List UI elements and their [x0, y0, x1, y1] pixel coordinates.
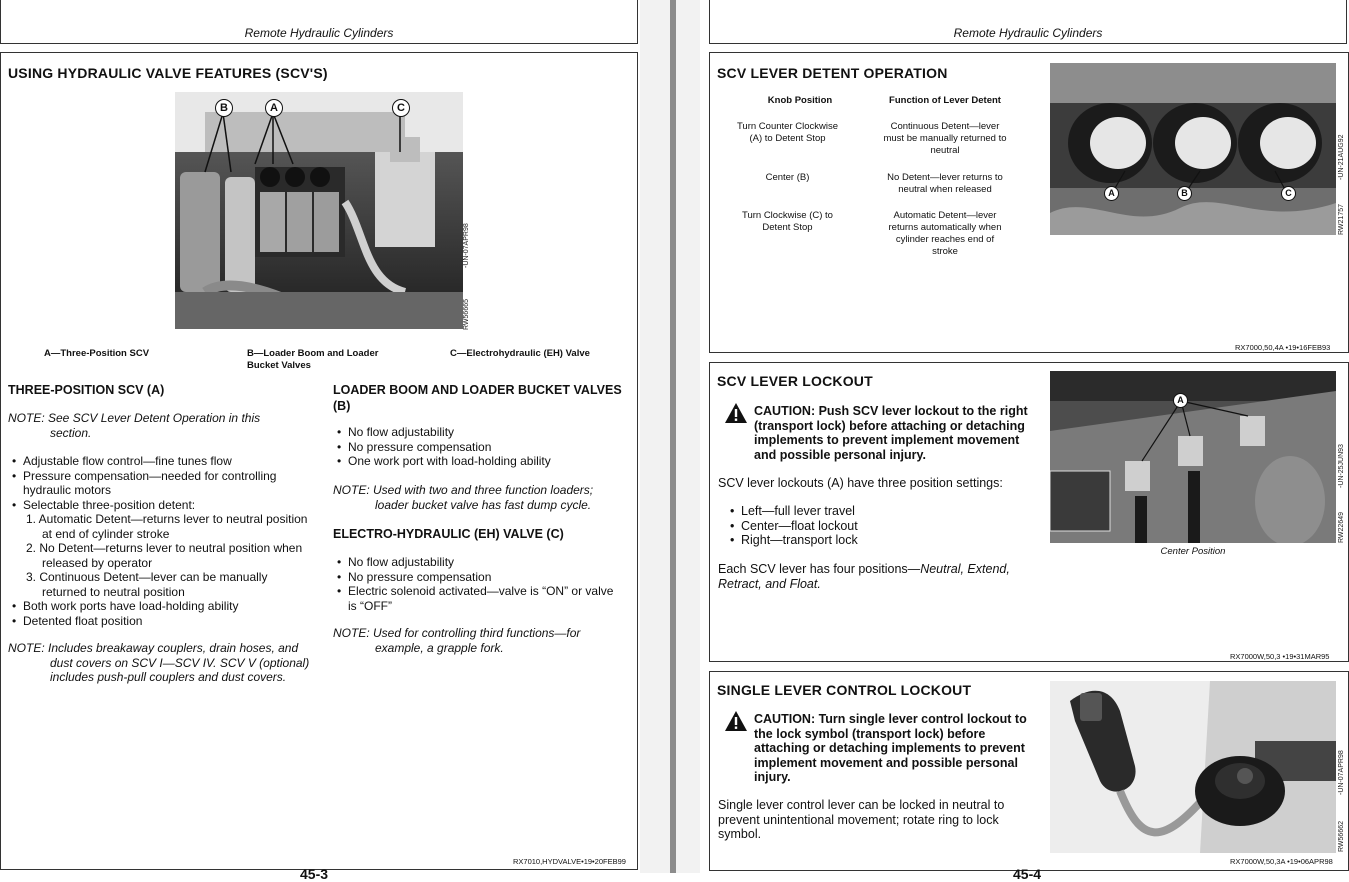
bullet-list-b [8, 599, 308, 628]
table-header-function: Function of Lever Detent [889, 95, 1001, 106]
numbered-list [8, 512, 308, 599]
table-header-knob: Knob Position [767, 95, 833, 106]
list-item: 2. No Detent—returns lever to neutral position when released by operator [26, 541, 303, 570]
lockout-intro: SCV lever lockouts (A) have three position settings: [718, 476, 1003, 490]
valves-photo-graphic [175, 92, 463, 329]
callout-a: A [1104, 186, 1119, 201]
lockout-caution: CAUTION: Push SCV lever lockout to the right (transport lock) before attaching or detaching implements to prevent implement movement and possible personal injury. [754, 404, 1028, 462]
list-item: • Selectable three-position detent: [8, 498, 308, 513]
positions-lead: Each SCV lever has four positions— [718, 562, 921, 576]
note-loaders-text: NOTE: Used with two and three function loaders; loader bucket valve has fast dump cycle. [333, 483, 594, 512]
callout-a: A [1173, 393, 1188, 408]
loader-list [333, 425, 628, 469]
caption-c: C—Electrohydraulic (EH) Valve [450, 348, 590, 359]
caption-a: A—Three-Position SCV [44, 348, 150, 359]
lockout-footer-code: RX7000W,50,3 •19•31MAR95 [1230, 652, 1330, 661]
callout-b: B [215, 99, 233, 117]
photo-code-id: RW21757 [1338, 203, 1345, 235]
single-lever-title: SINGLE LEVER CONTROL LOCKOUT [717, 682, 972, 698]
note-see-detent [8, 411, 298, 440]
warning-icon [724, 710, 748, 732]
single-lever-photo [1050, 681, 1336, 853]
callout-b: B [1177, 186, 1192, 201]
list-item: • Adjustable flow control—fine tunes flow [8, 454, 308, 469]
detent-title: SCV LEVER DETENT OPERATION [717, 65, 948, 81]
page-title: USING HYDRAULIC VALVE FEATURES (SCV'S) [8, 65, 328, 81]
list-item: • Center—float lockout [726, 519, 1026, 534]
valves-photo [175, 92, 463, 329]
callout-c: C [1281, 186, 1296, 201]
lockout-photo-graphic [1050, 371, 1336, 543]
knobs-photo [1050, 63, 1336, 235]
caption-b: B—Loader Boom and Loader Bucket Valves [247, 348, 379, 371]
list-item: • Pressure compensation—needed for controlling hydraulic motors [8, 469, 308, 498]
lockout-positions-para [718, 562, 1028, 591]
photo-code-id: RW22649 [1338, 511, 1345, 543]
list-item: • No flow adjustability [333, 555, 623, 570]
bullet-list-a [8, 454, 308, 512]
lockout-photo-caption: Center Position [1160, 546, 1226, 557]
photo-code-id: RW56665 [463, 298, 470, 330]
page-number: 45-4 [1013, 866, 1042, 882]
note-see-detent-text: NOTE: See SCV Lever Detent Operation in this section. [8, 411, 261, 440]
footer-code: RX7010,HYDVALVE•19•20FEB99 [513, 857, 626, 866]
note-third-functions-text: NOTE: Used for controlling third functions—for example, a grapple fork. [333, 626, 581, 655]
lockout-title: SCV LEVER LOCKOUT [717, 373, 873, 389]
single-lever-footer-code: RX7000W,50,3A •19•06APR98 [1230, 857, 1333, 866]
list-item: • Left—full lever travel [726, 504, 1026, 519]
table-cell: Automatic Detent—lever returns automatically when cylinder reaches end of stroke [888, 210, 1002, 257]
knobs-photo-graphic [1050, 63, 1336, 235]
warning-icon [724, 402, 748, 424]
list-item: • No flow adjustability [333, 425, 628, 440]
single-lever-caution: CAUTION: Turn single lever control lockout to the lock symbol (transport lock) before attaching or detaching implements to prevent implement movement and possible personal injury. [754, 712, 1027, 784]
heading-loader-valves: LOADER BOOM AND LOADER BUCKET VALVES (B) [333, 383, 622, 413]
photo-code-date: -UN-21AUG92 [1338, 134, 1345, 180]
list-item: • Both work ports have load-holding ability [8, 599, 308, 614]
list-item: • No pressure compensation [333, 570, 623, 585]
photo-code-date: -UN-25JUN93 [1338, 444, 1345, 488]
list-item: 3. Continuous Detent—lever can be manually returned to neutral position [26, 570, 268, 599]
table-cell: Turn Clockwise (C) to Detent Stop [742, 210, 833, 233]
note-loaders [333, 483, 623, 512]
list-item: • Electric solenoid activated—valve is “ON” or valve is “OFF” [333, 584, 623, 613]
table-cell: No Detent—lever returns to neutral when released [887, 172, 1003, 195]
callout-a: A [265, 99, 283, 117]
lockout-list [726, 504, 1026, 548]
eh-list [333, 555, 623, 613]
note-couplers-text: NOTE: Includes breakaway couplers, drain hoses, and dust covers on SCV I—SCV IV. SCV V (optional) includes push-pull couplers and dust covers. [8, 641, 310, 684]
eh-bullets [333, 555, 623, 613]
lockout-bullets [726, 504, 1026, 548]
table-cell: Center (B) [765, 172, 810, 183]
page-number: 45-3 [300, 866, 329, 882]
list-item: • No pressure compensation [333, 440, 628, 455]
note-third-functions [333, 626, 623, 655]
page-divider [670, 0, 676, 873]
list-item: • One work port with load-holding ability [333, 454, 628, 469]
list-item: • Right—transport lock [726, 533, 1026, 548]
table-cell: Turn Counter Clockwise (A) to Detent Stop [736, 121, 839, 144]
detent-footer-code: RX7000,50,4A •19•16FEB93 [1235, 343, 1331, 352]
callout-c: C [392, 99, 410, 117]
running-head: Remote Hydraulic Cylinders [953, 26, 1103, 40]
three-position-list [8, 454, 308, 628]
left-page [0, 0, 640, 882]
table-cell: Continuous Detent—lever must be manually returned to neutral [883, 121, 1007, 156]
list-item: • Detented float position [8, 614, 308, 629]
note-couplers [8, 641, 313, 685]
loader-bullets [333, 425, 628, 469]
list-item: 1. Automatic Detent—returns lever to neutral position at end of cylinder stroke [26, 512, 308, 541]
right-page [700, 0, 1349, 882]
lockout-photo [1050, 371, 1336, 543]
positions-list: Neutral, Extend, Retract, and Float. [718, 562, 1010, 591]
running-head: Remote Hydraulic Cylinders [244, 26, 394, 40]
heading-eh-valve: ELECTRO-HYDRAULIC (EH) VALVE (C) [333, 527, 564, 541]
photo-code-date: -UN-07APR98 [1338, 750, 1345, 795]
photo-code-id: RW56662 [1338, 820, 1345, 852]
photo-code-date: -UN-07APR98 [463, 223, 470, 268]
single-lever-photo-graphic [1050, 681, 1336, 853]
heading-three-position: THREE-POSITION SCV (A) [8, 383, 165, 397]
single-lever-para: Single lever control lever can be locked in neutral to prevent unintentional movement; rotate ring to lock symbol. [718, 798, 1005, 841]
